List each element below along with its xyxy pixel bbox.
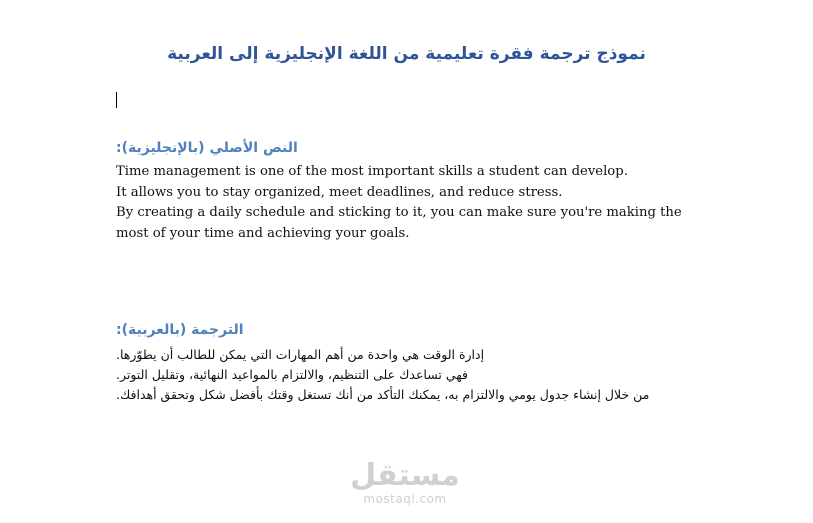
watermark-logo-text: مستقل bbox=[350, 458, 460, 493]
document-title: نموذج ترجمة فقرة تعليمية من اللغة الإنجليزية إلى العربية bbox=[167, 44, 646, 64]
text-cursor bbox=[116, 92, 117, 108]
translation-text-block bbox=[116, 345, 676, 405]
original-line-1: Time management is one of the most important skills a student can develop. bbox=[116, 164, 628, 179]
translation-line-3: من خلال إنشاء جدول يومي والالتزام به، يمكنك التأكد من أنك تستغل وقتك بأفضل شكل وتحقق أهدافك. bbox=[116, 387, 650, 402]
original-line-2: It allows you to stay organized, meet deadlines, and reduce stress. bbox=[116, 184, 563, 200]
original-text-heading: النص الأصلي (بالإنجليزية): bbox=[116, 140, 298, 156]
mostaql-watermark bbox=[350, 460, 460, 506]
watermark-url: mostaql.com bbox=[363, 492, 447, 506]
translation-line-2: فهي تساعدك على التنظيم، والالتزام بالمواعيد النهائية، وتقليل التوتر. bbox=[116, 367, 468, 382]
original-line-3: By creating a daily schedule and sticking to it, you can make sure you're making the most of your time and achieving your goals. bbox=[116, 205, 682, 241]
translation-line-1: إدارة الوقت هي واحدة من أهم المهارات التي يمكن للطالب أن يطوّرها. bbox=[116, 347, 485, 362]
original-text-block bbox=[116, 162, 716, 244]
translation-heading: الترجمة (بالعربية): bbox=[116, 322, 244, 338]
